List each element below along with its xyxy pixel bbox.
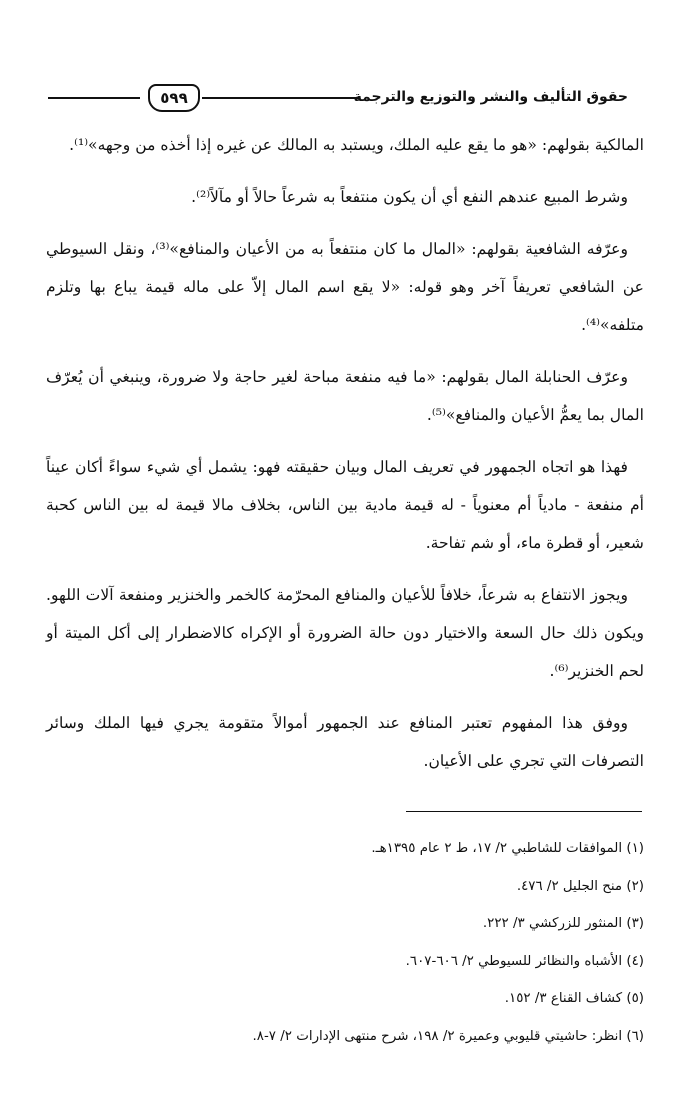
- paragraph-1: المالكية بقولهم: «هو ما يقع عليه الملك، ويستبد به المالك عن غيره إذا أخذه من وجهه»⁽¹⁾.: [69, 136, 644, 154]
- footnotes-list: [46, 830, 644, 1055]
- footnote-3: (٣) المنثور للزركشي ٣/ ٢٢٢.: [482, 916, 644, 931]
- page-number: ٥٩٩: [148, 84, 200, 112]
- main-text: [46, 126, 644, 794]
- footnote-separator: [406, 811, 642, 812]
- header-title: حقوق التأليف والنشر والتوزيع والترجمة: [353, 89, 628, 105]
- paragraph-4: وعرّف الحنابلة المال بقولهم: «ما فيه منفعة مباحة لغير حاجة ولا ضرورة، وينبغي أن يُعرّف المال بما يعمُّ الأعيان والمنافع»⁽⁵⁾.: [46, 368, 644, 424]
- paragraph-7: ووفق هذا المفهوم تعتبر المنافع عند الجمهور أموالاً متقومة يجري فيها الملك وسائر التصرفات التي تجري على الأعيان.: [46, 714, 644, 770]
- paragraph-2: وشرط المبيع عندهم النفع أي أن يكون منتفعاً به شرعاً حالاً أو مآلاً⁽²⁾.: [191, 188, 628, 206]
- footnote-4: (٤) الأشباه والنظائر للسيوطي ٢/ ٦٠٦-٦٠٧.: [405, 953, 644, 969]
- paragraph-6: ويجوز الانتفاع به شرعاً، خلافاً للأعيان والمنافع المحرّمة كالخمر والخنزير ومنفعة آلات اللهو. ويكون ذلك حال السعة والاختيار دون حالة الضرورة أو الإكراه كالاضطرار إلى أكل الميتة أو لحم الخنزير⁽⁶⁾.: [46, 586, 644, 680]
- footnote-5: (٥) كشاف القناع ٣/ ١٥٢.: [504, 991, 644, 1006]
- footnote-2: (٢) منح الجليل ٢/ ٤٧٦.: [516, 878, 644, 894]
- footnote-6: (٦) انظر: حاشيتي قليوبي وعميرة ٢/ ١٩٨، شرح منتهى الإدارات ٢/ ٧-٨.: [252, 1028, 644, 1044]
- footnote-1: (١) الموافقات للشاطبي ٢/ ١٧، ط ٢ عام ١٣٩٥هـ.: [371, 841, 644, 856]
- header-rule-middle: [202, 97, 360, 99]
- running-header: [48, 82, 628, 116]
- paragraph-3: وعرّفه الشافعية بقولهم: «المال ما كان منتفعاً به من الأعيان والمنافع»⁽³⁾، ونقل السيوطي عن الشافعي تعريفاً آخر وهو قوله: «لا يقع اسم المال إلاّ على ماله قيمة يباع بها وتلزم متلفه»⁽⁴⁾.: [46, 240, 644, 334]
- header-rule-left: [48, 97, 140, 99]
- paragraph-5: فهذا هو اتجاه الجمهور في تعريف المال وبيان حقيقته فهو: يشمل أي شيء سواءً أكان عيناً أم منفعة - مادياً أم معنوياً - له قيمة مادية بين الناس، بخلاف مالا قيمة له بين الناس كحبة شعير، أو قطرة ماء، أو شم تفاحة.: [46, 458, 644, 552]
